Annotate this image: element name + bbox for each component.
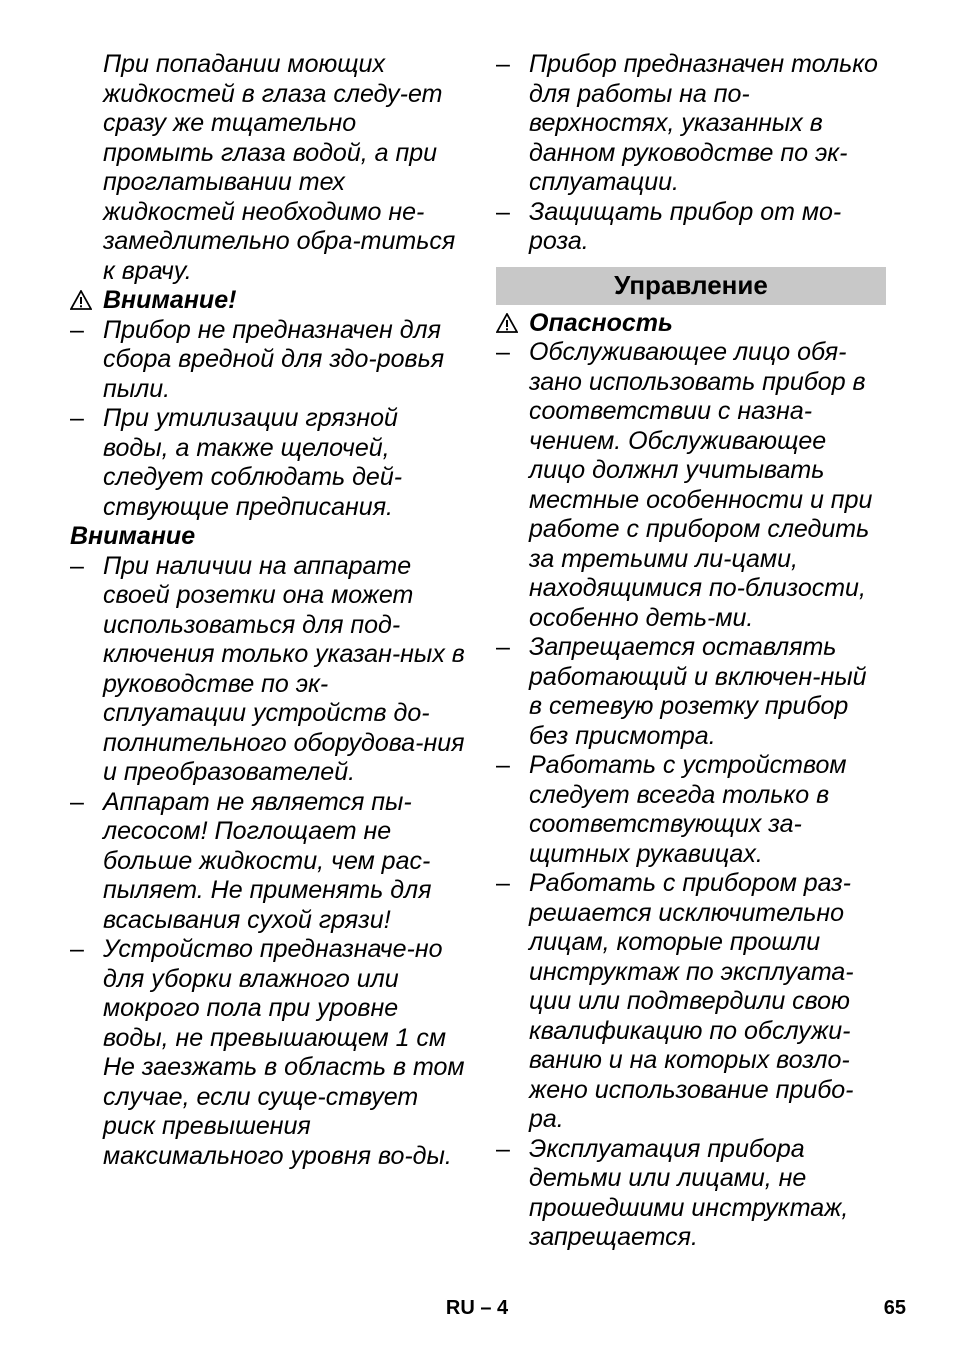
list-item <box>496 338 886 633</box>
footer-section-label: RU – 4 <box>445 1297 509 1319</box>
list-item <box>496 50 886 198</box>
dash-bullet: – <box>70 551 84 580</box>
list-item-text: Прибор предназначен только для работы на по-верхностях, указанных в данном руководстве по эк-сплуатации. <box>529 50 878 196</box>
list-item-text: Аппарат не является пы-лесосом! Поглощает не больше жидкости, чем рас-пыляет. Не применять для всасывания сухой грязи! <box>103 787 432 934</box>
danger-heading-text: Опасность <box>529 308 673 337</box>
list-item-text: Работать с прибором раз-решается исключительно лицам, которые прошли инструктаж по эксплуата-ции или подтвердили свою квалификацию по обслужи-ванию и на которых возло-жено использование прибо-ра. <box>529 869 854 1133</box>
warning-triangle-icon <box>70 290 92 310</box>
dash-bullet: – <box>70 935 84 963</box>
dash-bullet: – <box>496 338 510 366</box>
dash-bullet: – <box>496 633 510 661</box>
list-item-text: При утилизации грязной воды, а также щелочей, следует соблюдать дей-ствующие предписания. <box>103 404 403 521</box>
caution-heading: Внимание <box>70 522 196 550</box>
warning-triangle-icon <box>496 313 518 333</box>
dash-bullet: – <box>496 869 510 897</box>
section-title: Управление <box>614 270 768 300</box>
list-item <box>70 935 470 1171</box>
list-item <box>496 633 886 751</box>
list-item <box>70 552 470 788</box>
page-number: 65 <box>883 1297 906 1319</box>
list-item-text: Эксплуатация прибора детьми или лицами, не прошедшими инструктаж, запрещается. <box>529 1134 849 1251</box>
dash-bullet: – <box>70 404 84 432</box>
dash-bullet: – <box>496 50 510 78</box>
dash-bullet: – <box>70 787 84 816</box>
list-item <box>496 198 886 257</box>
list-item-text: Прибор не предназначен для сбора вредной для здо-ровья пыли. <box>103 315 445 403</box>
list-item-text: Работать с устройством следует всегда только в соответствующих за-щитных рукавицах. <box>529 751 847 868</box>
list-item <box>70 316 470 405</box>
list-item-text: При наличии на аппарате своей розетки она может использоваться для под-ключения только указан-ных в руководстве по эк-сплуатации устройств до-полнительного оборудова-ния и преобразователей. <box>103 551 465 786</box>
intro-paragraph: При попадании моющих жидкостей в глаза следу-ет сразу же тщательно промыть глаза водой, а при проглатывании тех жидкостей необходимо не-замедлительно обра-титься к врачу. <box>103 50 456 285</box>
list-item <box>70 404 470 522</box>
list-item <box>496 1135 886 1253</box>
left-column <box>70 50 470 1171</box>
danger-heading <box>496 309 886 339</box>
right-column <box>496 50 886 1253</box>
list-item-text: Устройство предназначе-но для уборки влажного или мокрого пола при уровне воды, не превышающем 1 см Не заезжать в область в том случае, если суще-ствует риск превышения максимального уровня во-ды. <box>103 935 465 1170</box>
section-title-bar <box>496 267 886 305</box>
warning-heading-text: Внимание! <box>103 286 237 314</box>
dash-bullet: – <box>496 197 510 226</box>
warning-heading <box>70 286 470 316</box>
dash-bullet: – <box>70 315 84 344</box>
list-item <box>496 751 886 869</box>
list-item-text: Обслуживающее лицо обя-зано использовать прибор в соответствии с назна-чением. Обслуживающее лицо должнл учитывать местные особенности и при работе с прибором следить за третьими ли-цами, находящимися по-близости, особенно деть-ми. <box>529 338 873 632</box>
list-item <box>496 869 886 1135</box>
list-item-text: Защищать прибор от мо-роза. <box>529 197 842 255</box>
list-item <box>70 788 470 936</box>
list-item-text: Запрещается оставлять работающий и включен-ный в сетевую розетку прибор без присмотра. <box>529 633 867 750</box>
dash-bullet: – <box>496 751 510 779</box>
dash-bullet: – <box>496 1134 510 1163</box>
